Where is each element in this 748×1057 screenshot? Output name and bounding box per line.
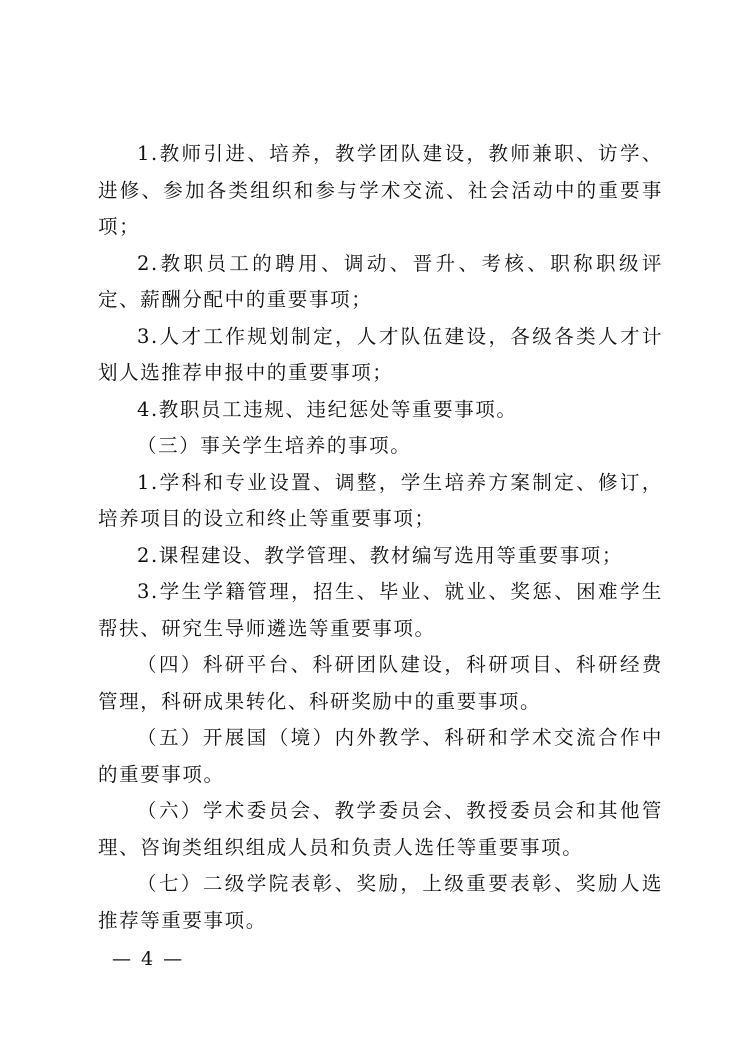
section-paragraph-5: （五）开展国（境）内外教学、科研和学术交流合作中的重要事项。	[98, 726, 663, 786]
paragraph-item-2: 2.教职员工的聘用、调动、晋升、考核、职称职级评定、薪酬分配中的重要事项；	[98, 251, 663, 311]
section-paragraph-6: （六）学术委员会、教学委员会、教授委员会和其他管理、咨询类组织组成人员和负责人选任等重要事项。	[98, 799, 663, 859]
paragraph-item-5: 1.学科和专业设置、调整，学生培养方案制定、修订，培养项目的设立和终止等重要事项；	[98, 470, 663, 530]
document-body	[98, 136, 663, 939]
section-paragraph-7: （七）二级学院表彰、奖励，上级重要表彰、奖励人选推荐等重要事项。	[98, 872, 663, 932]
page-number: — 4 —	[112, 948, 185, 970]
paragraph-item-6: 2.课程建设、教学管理、教材编写选用等重要事项；	[137, 543, 624, 567]
paragraph-item-4: 4.教职员工违规、违纪惩处等重要事项。	[137, 397, 518, 421]
section-paragraph-4: （四）科研平台、科研团队建设，科研项目、科研经费管理，科研成果转化、科研奖励中的重要事项。	[98, 653, 663, 713]
paragraph-item-7: 3.学生学籍管理，招生、毕业、就业、奖惩、困难学生帮扶、研究生导师遴选等重要事项。	[98, 580, 663, 640]
paragraph-item-1: 1.教师引进、培养，教学团队建设，教师兼职、访学、进修、参加各类组织和参与学术交流、社会活动中的重要事项；	[98, 142, 663, 238]
paragraph-item-3: 3.人才工作规划制定，人才队伍建设，各级各类人才计划人选推荐申报中的重要事项；	[98, 324, 663, 384]
section-heading-3: （三）事关学生培养的事项。	[137, 434, 412, 457]
